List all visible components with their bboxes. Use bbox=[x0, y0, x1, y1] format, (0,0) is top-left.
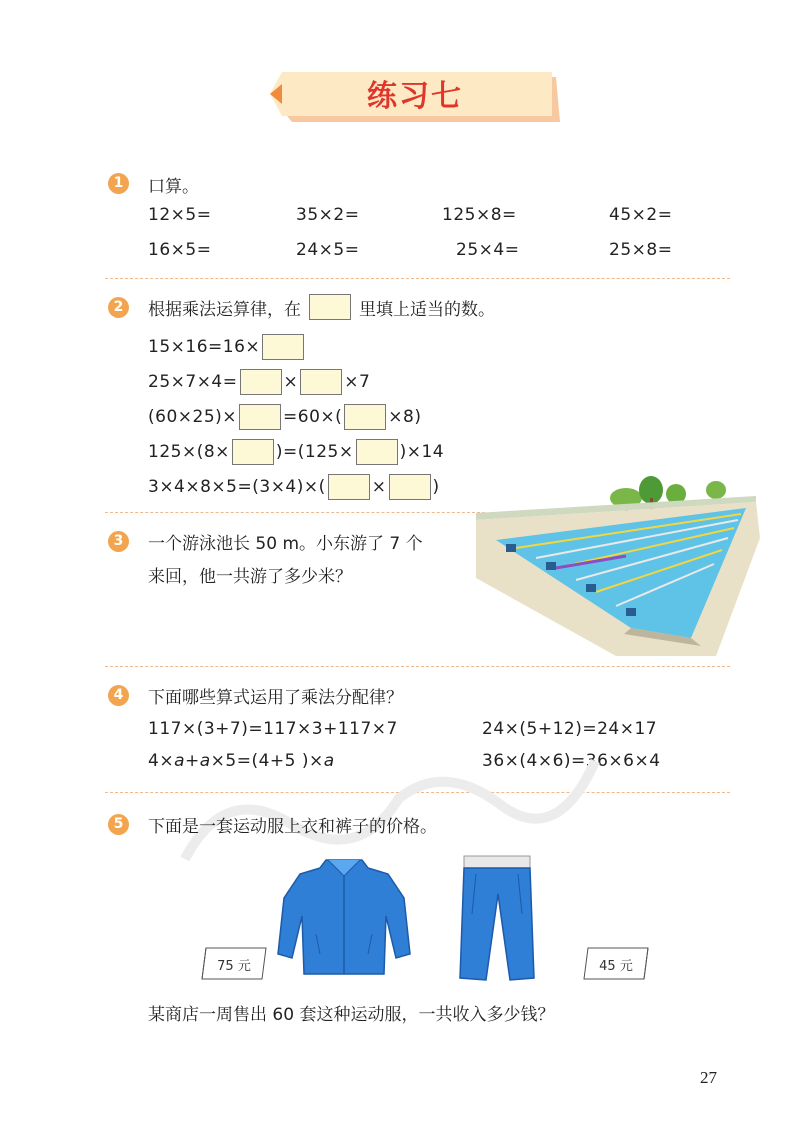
q3-line1: 一个游泳池长 50 m。小东游了 7 个 bbox=[148, 534, 423, 554]
answer-box[interactable] bbox=[389, 474, 431, 500]
q2-row bbox=[148, 368, 370, 396]
page-number: 27 bbox=[700, 1068, 717, 1087]
example-answer-box bbox=[309, 294, 351, 320]
q2-prompt-after: 里填上适当的数。 bbox=[359, 299, 495, 320]
jacket-illustration bbox=[276, 854, 412, 978]
title-banner bbox=[270, 72, 560, 122]
question-number-5: 5 bbox=[108, 814, 129, 835]
answer-box[interactable] bbox=[328, 474, 370, 500]
question-number-3: 3 bbox=[108, 531, 129, 552]
q2-prompt bbox=[148, 293, 495, 321]
section-divider bbox=[105, 666, 730, 667]
q4-equation: 24×(5+12)=24×17 bbox=[482, 719, 658, 739]
q2-row bbox=[148, 403, 422, 431]
q1-item: 24×5= bbox=[296, 240, 360, 260]
question-number-2: 2 bbox=[108, 297, 129, 318]
q2-prompt-before: 根据乘法运算律，在 bbox=[148, 299, 301, 320]
price-pants: 45 元 bbox=[599, 959, 633, 974]
q2-expr: × bbox=[371, 477, 387, 497]
section-divider bbox=[105, 512, 485, 513]
answer-box[interactable] bbox=[240, 369, 282, 395]
answer-box[interactable] bbox=[300, 369, 342, 395]
q4-eq3-part: ×5=(4+5 )× bbox=[210, 751, 324, 771]
price-tag-jacket bbox=[200, 946, 268, 980]
q4-eq3-var: a bbox=[323, 751, 335, 771]
q5-prompt: 下面是一套运动服上衣和裤子的价格。 bbox=[148, 817, 437, 837]
q1-prompt: 口算。 bbox=[148, 177, 199, 197]
q1-item: 45×2= bbox=[609, 205, 673, 225]
q2-expr: ) bbox=[432, 477, 440, 497]
q2-expr: )×14 bbox=[399, 442, 445, 462]
q4-prompt: 下面哪些算式运用了乘法分配律？ bbox=[148, 688, 403, 708]
question-number-4: 4 bbox=[108, 685, 129, 706]
price-tag-pants bbox=[582, 946, 650, 980]
price-jacket: 75 元 bbox=[217, 959, 251, 974]
answer-box[interactable] bbox=[239, 404, 281, 430]
answer-box[interactable] bbox=[262, 334, 304, 360]
q1-item: 25×8= bbox=[609, 240, 673, 260]
q2-row bbox=[148, 473, 440, 501]
section-divider bbox=[105, 278, 730, 279]
q5-question: 某商店一周售出 60 套这种运动服，一共收入多少钱？ bbox=[148, 1005, 555, 1025]
swimming-pool-illustration bbox=[476, 468, 760, 656]
q2-expr: ×8) bbox=[388, 407, 422, 427]
page-title: 练习七 bbox=[367, 79, 463, 114]
q3-line2: 来回，他一共游了多少米？ bbox=[148, 567, 352, 587]
q2-expr: × bbox=[283, 372, 299, 392]
q2-row bbox=[148, 333, 306, 361]
q4-eq3-part: + bbox=[184, 751, 200, 771]
q2-expr: )=(125× bbox=[275, 442, 354, 462]
q4-eq3-var: a bbox=[199, 751, 211, 771]
q1-item: 125×8= bbox=[442, 205, 517, 225]
q4-eq3-var: a bbox=[174, 751, 185, 771]
q2-expr: 25×7×4= bbox=[148, 372, 238, 392]
q4-equation: 117×(3+7)=117×3+117×7 bbox=[148, 719, 398, 739]
q4-eq3-part: 4× bbox=[148, 751, 175, 771]
q1-item: 35×2= bbox=[296, 205, 360, 225]
answer-box[interactable] bbox=[344, 404, 386, 430]
question-number-1: 1 bbox=[108, 173, 129, 194]
q2-row bbox=[148, 438, 444, 466]
q1-item: 16×5= bbox=[148, 240, 212, 260]
q2-expr: ×7 bbox=[344, 372, 371, 392]
answer-box[interactable] bbox=[232, 439, 274, 465]
q2-expr: 15×16=16× bbox=[148, 337, 261, 357]
answer-box[interactable] bbox=[356, 439, 398, 465]
q1-item: 12×5= bbox=[148, 205, 212, 225]
q4-equation: 36×(4×6)=36×6×4 bbox=[482, 751, 661, 771]
pants-illustration bbox=[452, 854, 542, 984]
q2-expr: =60×( bbox=[283, 407, 343, 427]
q2-expr: (60×25)× bbox=[148, 407, 238, 427]
q2-expr: 3×4×8×5=(3×4)×( bbox=[148, 477, 326, 497]
q1-item: 25×4= bbox=[456, 240, 520, 260]
q2-expr: 125×(8× bbox=[148, 442, 230, 462]
